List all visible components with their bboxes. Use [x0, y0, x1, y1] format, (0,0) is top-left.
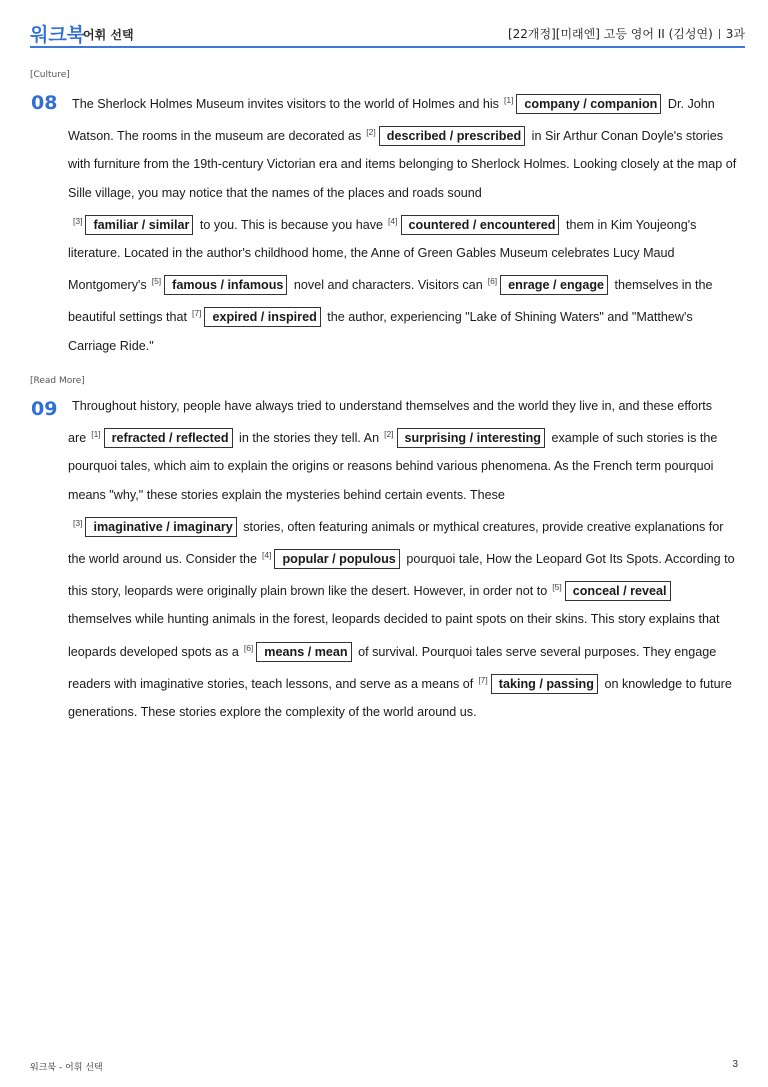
passage-text: themselves while hunting animals in the forest, leopards decided to paint spots on their skins. This story explains that leopards developed spots as a — [68, 612, 720, 659]
choice-box[interactable]: enrage / engage — [500, 275, 608, 295]
passage-text: Throughout history, people have always tried to understand themselves and the world they live in, and these efforts are — [68, 399, 713, 446]
choice-box[interactable]: conceal / reveal — [565, 581, 671, 601]
passage-text: pourquoi tale, How the Leopard Got Its Spots. According to this story, leopards were originally plain brown like the desert. However, in order not to — [68, 552, 735, 599]
passage-text: to you. This is because you have — [196, 217, 384, 232]
section-08 — [30, 70, 740, 360]
choice-box[interactable]: described / prescribed — [379, 126, 525, 146]
passage-text: in the stories they tell. An — [235, 431, 380, 446]
passage-text: themselves in the beautiful settings that — [68, 278, 713, 325]
choice-marker: [4] — [262, 550, 272, 561]
section-tag: [Read More] — [30, 376, 85, 386]
question-number: 09 — [31, 398, 58, 420]
choice-marker: [5] — [151, 276, 162, 287]
choice-box[interactable]: countered / encountered — [401, 215, 560, 235]
passage-text: stories, often featuring animals or mythical creatures, provide creative explanations for the world around us. Consider the — [68, 519, 724, 567]
choice-box[interactable]: company / companion — [516, 94, 661, 114]
passage-text: The Sherlock Holmes Museum invites visitors to the world of Holmes and his — [72, 97, 499, 111]
choice-box[interactable]: famous / infamous — [164, 275, 287, 295]
page-header — [30, 18, 745, 48]
page-number: 3 — [732, 1059, 738, 1070]
header-divider — [719, 29, 720, 39]
brand-title: 워크북 — [30, 24, 86, 46]
choice-box[interactable]: refracted / reflected — [104, 428, 233, 448]
footer-label: 워크북 - 어휘 선택 — [30, 1063, 103, 1073]
book-info — [508, 25, 745, 42]
choice-marker: [1] — [503, 95, 514, 105]
choice-marker: [3] — [73, 517, 83, 528]
choice-box[interactable]: popular / populous — [274, 549, 399, 569]
choice-marker: [2] — [366, 127, 376, 138]
passage-text: in Sir Arthur Conan Doyle's stories with furniture from the 19th-century Victorian era and items belonging to Sherlock Holmes. Looking closely at the map of Sille village, you may notice that the names of the places and roads sound — [68, 129, 737, 200]
question-number: 08 — [31, 92, 58, 114]
choice-marker: [2] — [384, 429, 394, 440]
passage-text: the author, experiencing "Lake of Shining Waters" and "Matthew's Carriage Ride." — [68, 310, 693, 353]
passage-text: on knowledge to future generations. These stories explore the complexity of the world around us. — [68, 676, 732, 720]
passage — [68, 86, 740, 360]
choice-marker: [6] — [243, 642, 254, 653]
choice-box[interactable]: familiar / similar — [85, 215, 193, 235]
passage-text: Dr. John Watson. The rooms in the museum are decorated as — [68, 97, 715, 144]
choice-marker: [3] — [73, 215, 83, 226]
choice-marker: [7] — [192, 308, 202, 319]
passage-text: example of such stories is the pourquoi tales, which aim to explain the origins or reasons behind various phenomena. As the French term pourquoi means "why," these stories explain the mysteries behind certain events. These — [68, 431, 718, 502]
passage-text: novel and characters. Visitors can — [290, 278, 483, 293]
choice-marker: [4] — [388, 215, 398, 226]
choice-box[interactable]: surprising / interesting — [397, 428, 545, 448]
choice-box[interactable]: expired / inspired — [204, 307, 320, 327]
header-subtitle: 어휘 선택 — [83, 28, 134, 42]
choice-box[interactable]: imaginative / imaginary — [85, 517, 236, 537]
section-09 — [30, 376, 740, 726]
passage — [68, 392, 740, 726]
section-tag: [Culture] — [30, 70, 70, 80]
choice-box[interactable]: means / mean — [256, 642, 351, 662]
choice-box[interactable]: taking / passing — [491, 674, 598, 694]
choice-marker: [5] — [552, 582, 562, 593]
lesson-label: 3과 — [725, 27, 745, 41]
passage-text: them in Kim Youjeong's literature. Located in the author's childhood home, the Anne of Green Gables Museum celebrates Lucy Maud Montgomery's — [68, 217, 697, 293]
choice-marker: [7] — [478, 674, 488, 685]
passage-text: of survival. Pourquoi tales serve several purposes. They engage readers with imaginative stories, teach lessons, and serve as a means of — [68, 644, 717, 691]
choice-marker: [6] — [487, 276, 498, 287]
book-title: [22개정][미래엔] 고등 영어 II (김성연) — [507, 27, 713, 41]
choice-marker: [1] — [91, 429, 101, 440]
